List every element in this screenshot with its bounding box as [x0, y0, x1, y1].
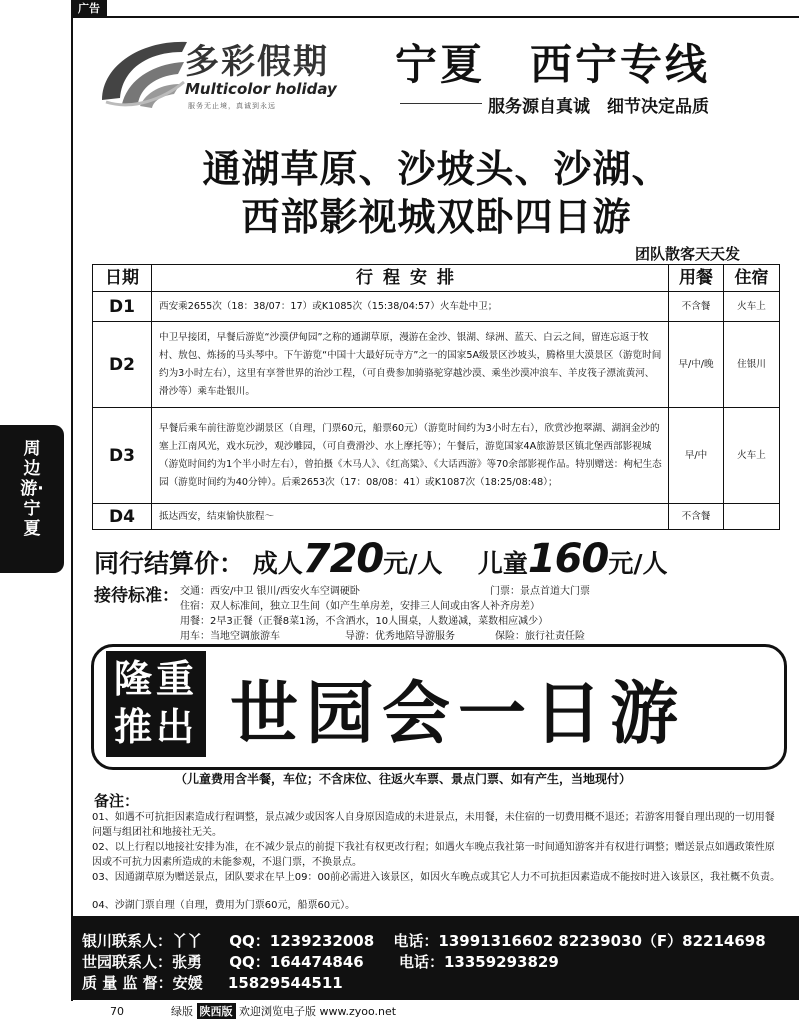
day-label: D4	[93, 504, 152, 530]
contact-label: 质 量 监 督：	[82, 974, 173, 992]
table-row	[93, 322, 780, 408]
adult-label: 成人	[252, 549, 303, 578]
header-meal: 用餐	[669, 265, 724, 292]
standard-insurance: 保险：旅行社责任险	[495, 631, 585, 642]
brand-slogan: 服务无止境，真诚到永远	[188, 102, 276, 110]
standard-meals: 用餐：2早3正餐（正餐8菜1汤，不含酒水，10人围桌，人数递减，菜数相应减少）	[180, 616, 549, 627]
contact-row	[82, 972, 343, 993]
day-lodging	[724, 504, 780, 530]
page-number: 70	[110, 1005, 124, 1018]
day-meal: 早/中/晚	[669, 322, 724, 408]
section-side-tab	[0, 425, 64, 573]
table-row	[93, 408, 780, 504]
edition-label: 绿版	[171, 1005, 193, 1018]
frame-left-rule	[71, 16, 73, 1001]
route-title: 宁夏 西宁专线	[395, 40, 711, 89]
qq-number: 164474846	[269, 953, 364, 971]
brand-name-cn: 多彩假期	[185, 42, 329, 82]
phone-number: 13991316602 82239030（F）82214698	[438, 932, 766, 950]
notes-title: 备注：	[94, 792, 140, 810]
contact-label: 银川联系人：	[82, 932, 173, 950]
promo-note: （儿童费用含半餐，车位；不含床位、往返火车票、景点门票、如有产生，当地现付）	[175, 772, 632, 786]
contact-name: 张勇	[172, 953, 203, 971]
departure-info: 团队散客天天发	[635, 245, 741, 263]
header-lodging: 住宿	[724, 265, 780, 292]
phone-label: 电话：	[398, 953, 444, 971]
contact-label: 世园联系人：	[82, 953, 173, 971]
note-item: 04、沙湖门票自理（自理，费用为门票60元，船票60元）。	[92, 900, 356, 911]
day-plan: 西安乘2655次（18：38/07：17）或K1085次（15:38/04:57）火车赴中卫；	[152, 292, 669, 322]
promo-badge-line1: 隆重	[113, 657, 198, 701]
section-label: 陕西版	[197, 1003, 236, 1019]
note-item: 02、以上行程以地接社安排为准，在不减少景点的前提下我社有权更改行程；如遇火车晚点我社第一时间通知游客并有权进行调整；赠送景点如遇政策性原因或不可抗力因素所造成的未能参观，不退门票，不换景点。	[92, 842, 775, 868]
standard-transport: 交通：西安/中卫 银川/西安火车空调硬卧	[180, 586, 360, 597]
table-header-row	[93, 265, 780, 292]
qq-label: QQ：	[229, 932, 270, 950]
adult-price: 720	[302, 536, 384, 582]
qq-number: 1239232008	[269, 932, 375, 950]
table-row	[93, 292, 780, 322]
top-rule	[71, 16, 799, 18]
contact-row	[82, 951, 559, 972]
adult-unit: 元/人	[383, 549, 443, 578]
itinerary-table	[92, 264, 780, 530]
price-label: 同行结算价：	[94, 549, 245, 578]
contact-row	[82, 930, 766, 951]
promo-badge	[106, 651, 206, 757]
day-label: D1	[93, 292, 152, 322]
phone-number: 13359293829	[443, 953, 559, 971]
note-item: 01、如遇不可抗拒因素造成行程调整，景点减少或因客人自身原因造成的未进景点，未用餐，未住宿的一切费用概不退还；若游客用餐自理出现的一切用餐问题与组团社和地接社无关。	[92, 812, 775, 838]
child-label: 儿童	[477, 549, 528, 578]
standard-guide: 导游：优秀地陪导游服务	[345, 631, 455, 642]
day-lodging: 住银川	[724, 322, 780, 408]
day-meal: 不含餐	[669, 292, 724, 322]
promo-title: 世园会一日游	[230, 675, 687, 754]
phone-number: 15829544511	[227, 974, 343, 992]
header-day: 日期	[93, 265, 152, 292]
day-label: D3	[93, 408, 152, 504]
child-unit: 元/人	[608, 549, 668, 578]
standard-lodging: 住宿：双人标准间，独立卫生间（如产生单房差，安排三人间或由客人补齐房差）	[180, 601, 540, 612]
service-slogan: 服务源自真诚 细节决定品质	[488, 97, 709, 117]
main-title-line1: 通湖草原、沙坡头、沙湖、	[202, 147, 671, 191]
slogan-divider	[400, 103, 482, 104]
day-label: D2	[93, 322, 152, 408]
day-lodging: 火车上	[724, 408, 780, 504]
standard-vehicle: 用车：当地空调旅游车	[180, 631, 280, 642]
promo-badge-line2: 推出	[113, 705, 198, 749]
contact-name: 安媛	[172, 974, 203, 992]
day-meal: 不含餐	[669, 504, 724, 530]
brand-name-en: Multicolor holiday	[185, 80, 337, 98]
day-plan: 抵达西安，结束愉快旅程～	[152, 504, 669, 530]
child-price: 160	[527, 536, 609, 582]
qq-label: QQ：	[229, 953, 270, 971]
day-lodging: 火车上	[724, 292, 780, 322]
note-item: 03、因通湖草原为赠送景点，团队要求在早上09：00前必需进入该景区，如因火车晚点或其它人力不可抗拒因素造成不能按时进入该景区，我社概不负责。	[92, 872, 781, 883]
table-row	[93, 504, 780, 530]
day-plan: 中卫早接团，早餐后游览“沙漠伊甸园”之称的通湖草原，漫游在金沙、银湖、绿洲、蓝天、白云之间，留连忘返于牧村、敖包、炼扬的马头琴中。下午游览“中国十大最好玩寺方”之一的国家5A级景区沙坡头，腾格里大漠景区（游览时间约为3小时左右），这里有享誉世界的治沙工程，（可自费参加骑骆驼穿越沙漠、乘坐沙漠冲浪车、羊皮筏子漂流黄河、滑沙等）乘车赴银川。	[152, 322, 669, 408]
header-plan: 行程安排	[152, 265, 669, 292]
contact-name: 丫丫	[172, 932, 203, 950]
standards-title: 接待标准：	[94, 586, 179, 606]
day-plan: 早餐后乘车前往游览沙湖景区（自理，门票60元，船票60元）（游览时间约为3小时左右），欣赏沙抱翠湖、湖润金沙的塞上江南风光，戏水玩沙，观沙雕园，（可自费滑沙、水上摩托等）；午餐后，游览国家4A旅游景区镇北堡西部影视城（游览时间约为1个半小时左右），曾拍摄《木马人》、《红高粱》、《大话西游》等70余部影视作品。特别赠送：枸杞生态园（游览时间约为40分钟）。后乘2653次（17：08/08：41）或K1087次（18:25/08:48）；	[152, 408, 669, 504]
standard-tickets: 门票：景点首道大门票	[490, 586, 590, 597]
site-link[interactable]: 欢迎浏览电子版 www.zyoo.net	[239, 1005, 397, 1018]
main-title-line2: 西部影视城双卧四日游	[241, 195, 632, 239]
phone-label: 电话：	[393, 932, 439, 950]
day-meal: 早/中	[669, 408, 724, 504]
side-tab-label: 周边游·宁夏	[20, 439, 44, 539]
ad-label: 广告	[71, 0, 107, 17]
price-row	[94, 536, 667, 582]
